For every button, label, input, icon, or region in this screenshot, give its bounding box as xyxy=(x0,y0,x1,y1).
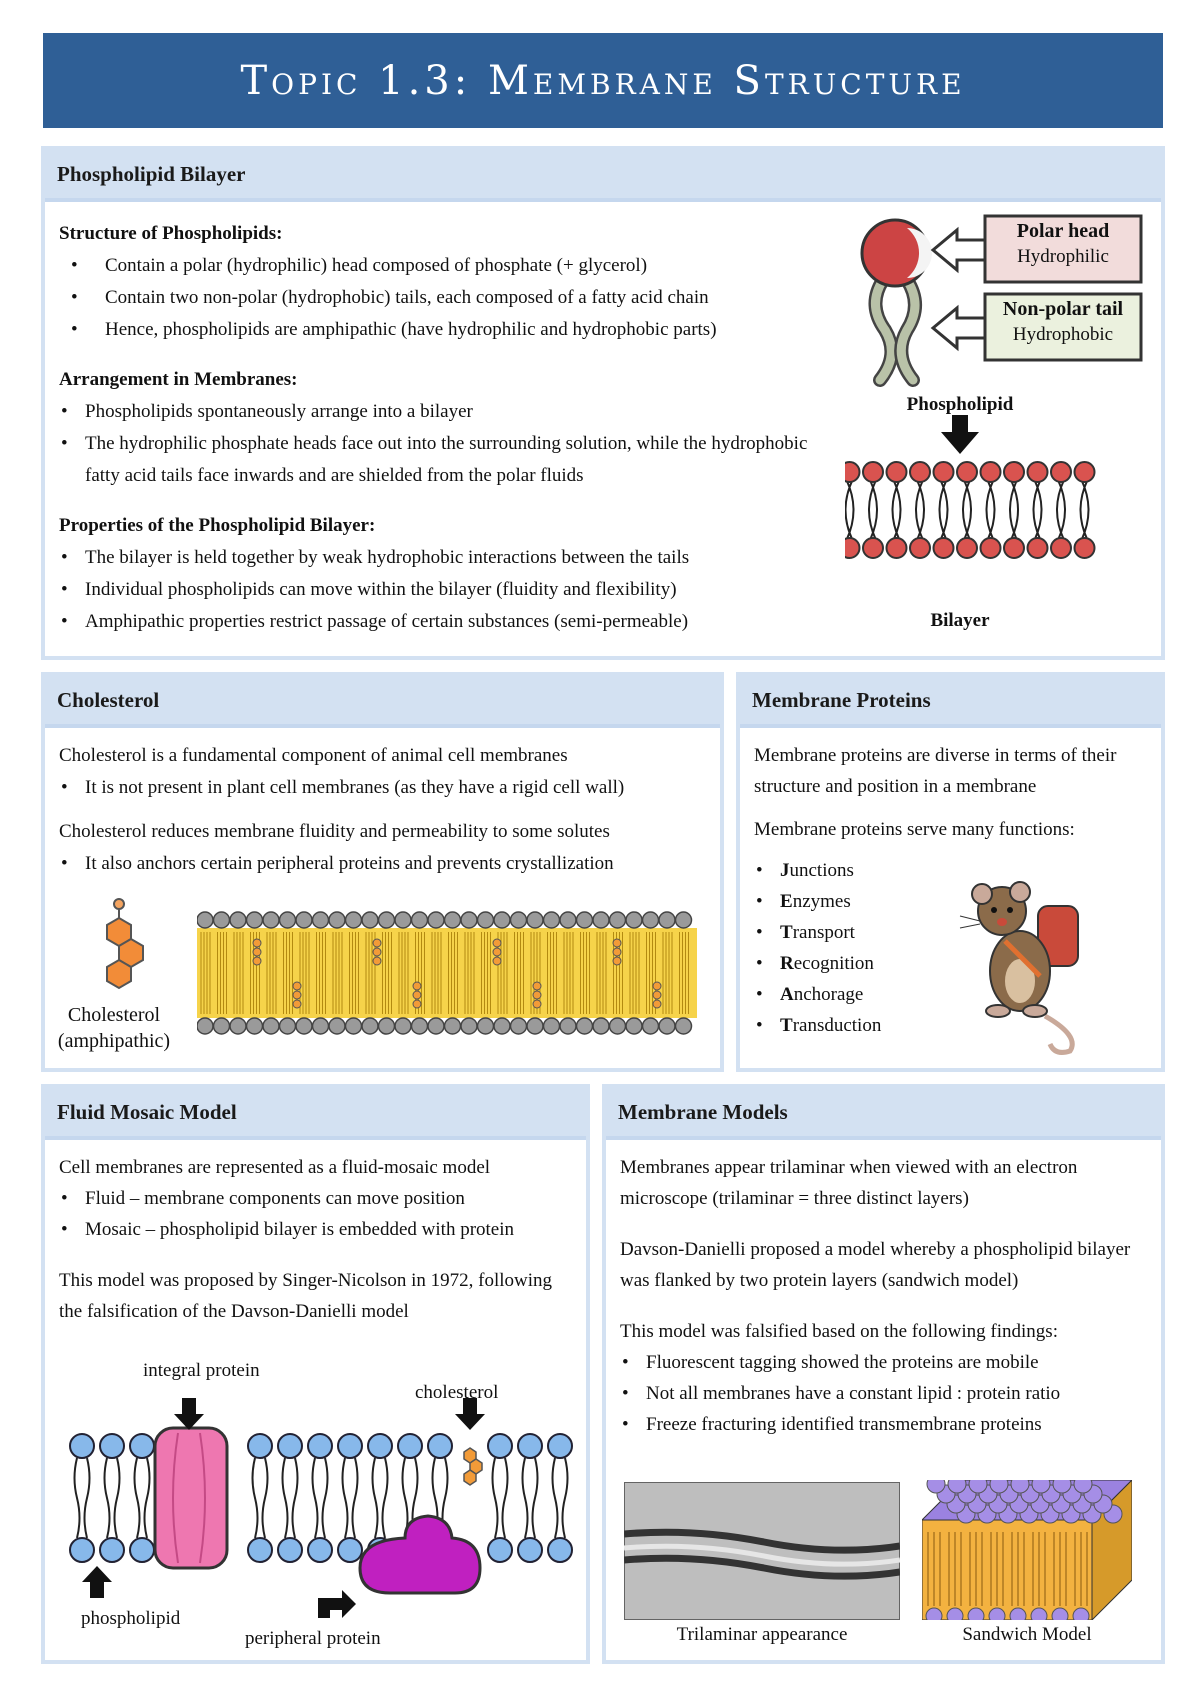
phospholipid-label: Phospholipid xyxy=(906,394,1014,415)
cholesterol-membrane-diagram xyxy=(197,908,697,1038)
list-item: • Fluorescent tagging showed the proteins are mobile xyxy=(620,1347,1147,1378)
cholesterol-panel xyxy=(41,672,724,1072)
list-item: • Anchorage xyxy=(754,979,1147,1010)
panel-header: Membrane Proteins xyxy=(740,676,1161,728)
list-item: • It also anchors certain peripheral proteins and prevents crystallization xyxy=(59,848,706,880)
list-item: • Contain two non-polar (hydrophobic) tails, each composed of a fatty acid chain xyxy=(69,282,829,314)
phospholipid-label: phospholipid xyxy=(81,1608,181,1629)
trilaminar-caption: Trilaminar appearance xyxy=(676,1624,848,1645)
list-item: • Mosaic – phospholipid bilayer is embedded with protein xyxy=(59,1214,572,1245)
cholesterol-caption: Cholesterol xyxy=(67,1004,161,1026)
cholesterol-molecule-diagram xyxy=(95,896,155,996)
list-item: • Individual phospholipids can move within the bilayer (fluidity and flexibility) xyxy=(59,574,829,606)
models-text-1: Membranes appear trilaminar when viewed with an electron microscope (trilaminar = three distinct layers) xyxy=(620,1157,1078,1209)
phospholipid-diagram xyxy=(845,210,1165,650)
panel-header: Cholesterol xyxy=(45,676,720,728)
list-item: • Junctions xyxy=(754,855,1147,886)
list-item: • It is not present in plant cell membranes (as they have a rigid cell wall) xyxy=(59,772,706,804)
sandwich-caption: Sandwich Model xyxy=(962,1624,1092,1645)
panel-header: Fluid Mosaic Model xyxy=(45,1088,586,1140)
tail-label: Non-polar tail xyxy=(1002,298,1124,320)
cholesterol-text-1: Cholesterol is a fundamental component of animal cell membranes xyxy=(59,745,568,766)
peripheral-protein-label: peripheral protein xyxy=(245,1628,381,1649)
list-item: • Hence, phospholipids are amphipathic (have hydrophilic and hydrophobic parts) xyxy=(69,314,829,346)
list-item: • Contain a polar (hydrophilic) head composed of phosphate (+ glycerol) xyxy=(69,250,829,282)
arrangement-list xyxy=(59,396,829,492)
structure-list xyxy=(59,250,829,346)
tail-sub: Hydrophobic xyxy=(1012,324,1114,345)
phospholipid-bilayer-panel xyxy=(41,146,1165,660)
list-item: • Phospholipids spontaneously arrange into a bilayer xyxy=(59,396,829,428)
proteins-text-2: Membrane proteins serve many functions: xyxy=(754,819,1075,840)
membrane-models-panel xyxy=(602,1084,1165,1664)
membrane-proteins-panel xyxy=(736,672,1165,1072)
polar-head-sub: Hydrophilic xyxy=(1017,246,1109,267)
sandwich-model-diagram xyxy=(922,1480,1132,1620)
integral-protein-label: integral protein xyxy=(143,1360,260,1381)
list-item: • Transport xyxy=(754,917,1147,948)
fluid-text-2: This model was proposed by Singer-Nicolson in 1972, following the falsification of the Davson-Danielli model xyxy=(59,1270,553,1322)
proteins-text-1: Membrane proteins are diverse in terms of their structure and position in a membrane xyxy=(754,745,1117,797)
polar-head-label: Polar head xyxy=(1016,220,1110,242)
fluid-text-1: Cell membranes are represented as a fluid-mosaic model xyxy=(59,1157,491,1178)
cholesterol-caption-sub: (amphipathic) xyxy=(57,1030,171,1052)
properties-title: Properties of the Phospholipid Bilayer: xyxy=(59,515,376,536)
cholesterol-label: cholesterol xyxy=(415,1382,499,1403)
list-item: • Freeze fracturing identified transmembrane proteins xyxy=(620,1409,1147,1440)
models-text-3: This model was falsified based on the following findings: xyxy=(620,1321,1058,1342)
arrangement-title: Arrangement in Membranes: xyxy=(59,369,298,390)
list-item: • Enzymes xyxy=(754,886,1147,917)
list-item: • Amphipathic properties restrict passage of certain substances (semi-permeable) xyxy=(59,606,829,638)
panel-header: Membrane Models xyxy=(606,1088,1161,1140)
list-item: • Fluid – membrane components can move position xyxy=(59,1183,572,1214)
list-item: • The bilayer is held together by weak hydrophobic interactions between the tails xyxy=(59,542,829,574)
rat-hiker-illustration xyxy=(950,866,1130,1056)
cholesterol-text-2: Cholesterol reduces membrane fluidity and permeability to some solutes xyxy=(59,821,610,842)
page-title: Topic 1.3: Membrane Structure xyxy=(240,57,966,104)
list-item: • Not all membranes have a constant lipid : protein ratio xyxy=(620,1378,1147,1409)
panel-header: Phospholipid Bilayer xyxy=(45,150,1161,202)
fluid-mosaic-diagram xyxy=(60,1388,580,1628)
list-item: • Transduction xyxy=(754,1010,1147,1041)
structure-title: Structure of Phospholipids: xyxy=(59,223,283,244)
fluid-mosaic-panel xyxy=(41,1084,590,1664)
bilayer-label: Bilayer xyxy=(930,610,990,631)
list-item: • Recognition xyxy=(754,948,1147,979)
properties-list xyxy=(59,542,829,638)
models-text-2: Davson-Danielli proposed a model whereby a phospholipid bilayer was flanked by two protein layers (sandwich model) xyxy=(620,1239,1131,1291)
trilaminar-micrograph xyxy=(624,1482,900,1620)
title-banner xyxy=(43,33,1163,128)
list-item: • The hydrophilic phosphate heads face out into the surrounding solution, while the hydrophobic fatty acid tails face inwards and are shielded from the polar fluids xyxy=(59,428,829,492)
